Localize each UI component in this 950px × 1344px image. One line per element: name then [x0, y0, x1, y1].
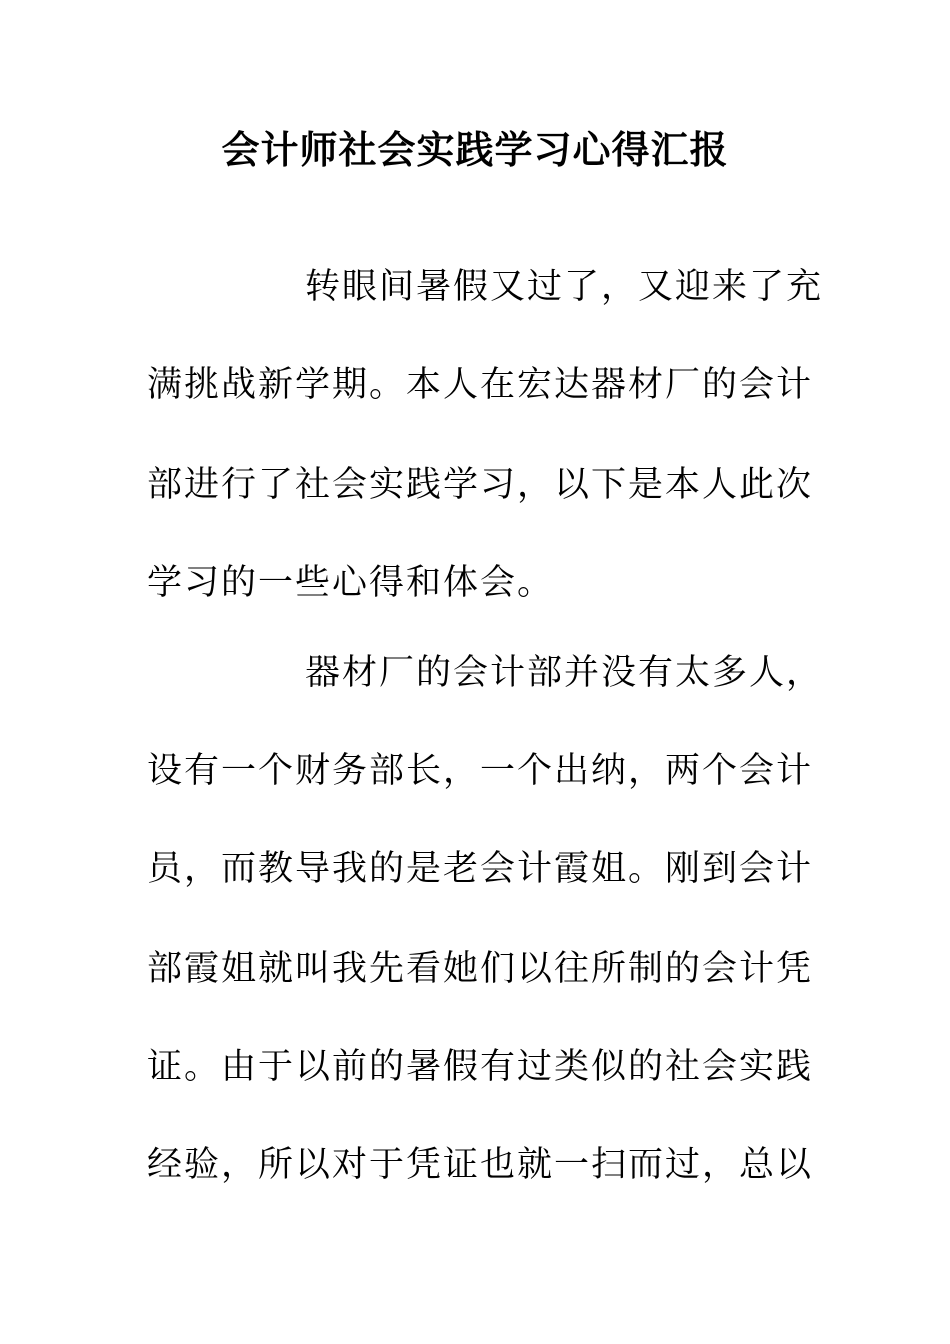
paragraph-2-line-4: 部霞姐就叫我先看她们以往所制的会计凭 — [147, 949, 814, 989]
paragraph-2-line-3: 员，而教导我的是老会计霞姐。刚到会计 — [147, 849, 814, 889]
paragraph-2-line-2: 设有一个财务部长，一个出纳，两个会计 — [147, 751, 814, 791]
paragraph-1-line-3: 部进行了社会实践学习，以下是本人此次 — [147, 465, 814, 505]
paragraph-2-line-6: 经验，所以对于凭证也就一扫而过，总以 — [147, 1145, 814, 1185]
paragraph-1-line-2: 满挑战新学期。本人在宏达器材厂的会计 — [147, 365, 814, 405]
paragraph-2-line-5: 证。由于以前的暑假有过类似的社会实践 — [147, 1047, 814, 1087]
paragraph-1-line-1: 转眼间暑假又过了，又迎来了充 — [305, 267, 824, 307]
document-title: 会计师社会实践学习心得汇报 — [221, 127, 729, 172]
paragraph-1-line-4: 学习的一些心得和体会。 — [147, 563, 555, 603]
paragraph-2-line-1: 器材厂的会计部并没有太多人， — [305, 653, 824, 693]
